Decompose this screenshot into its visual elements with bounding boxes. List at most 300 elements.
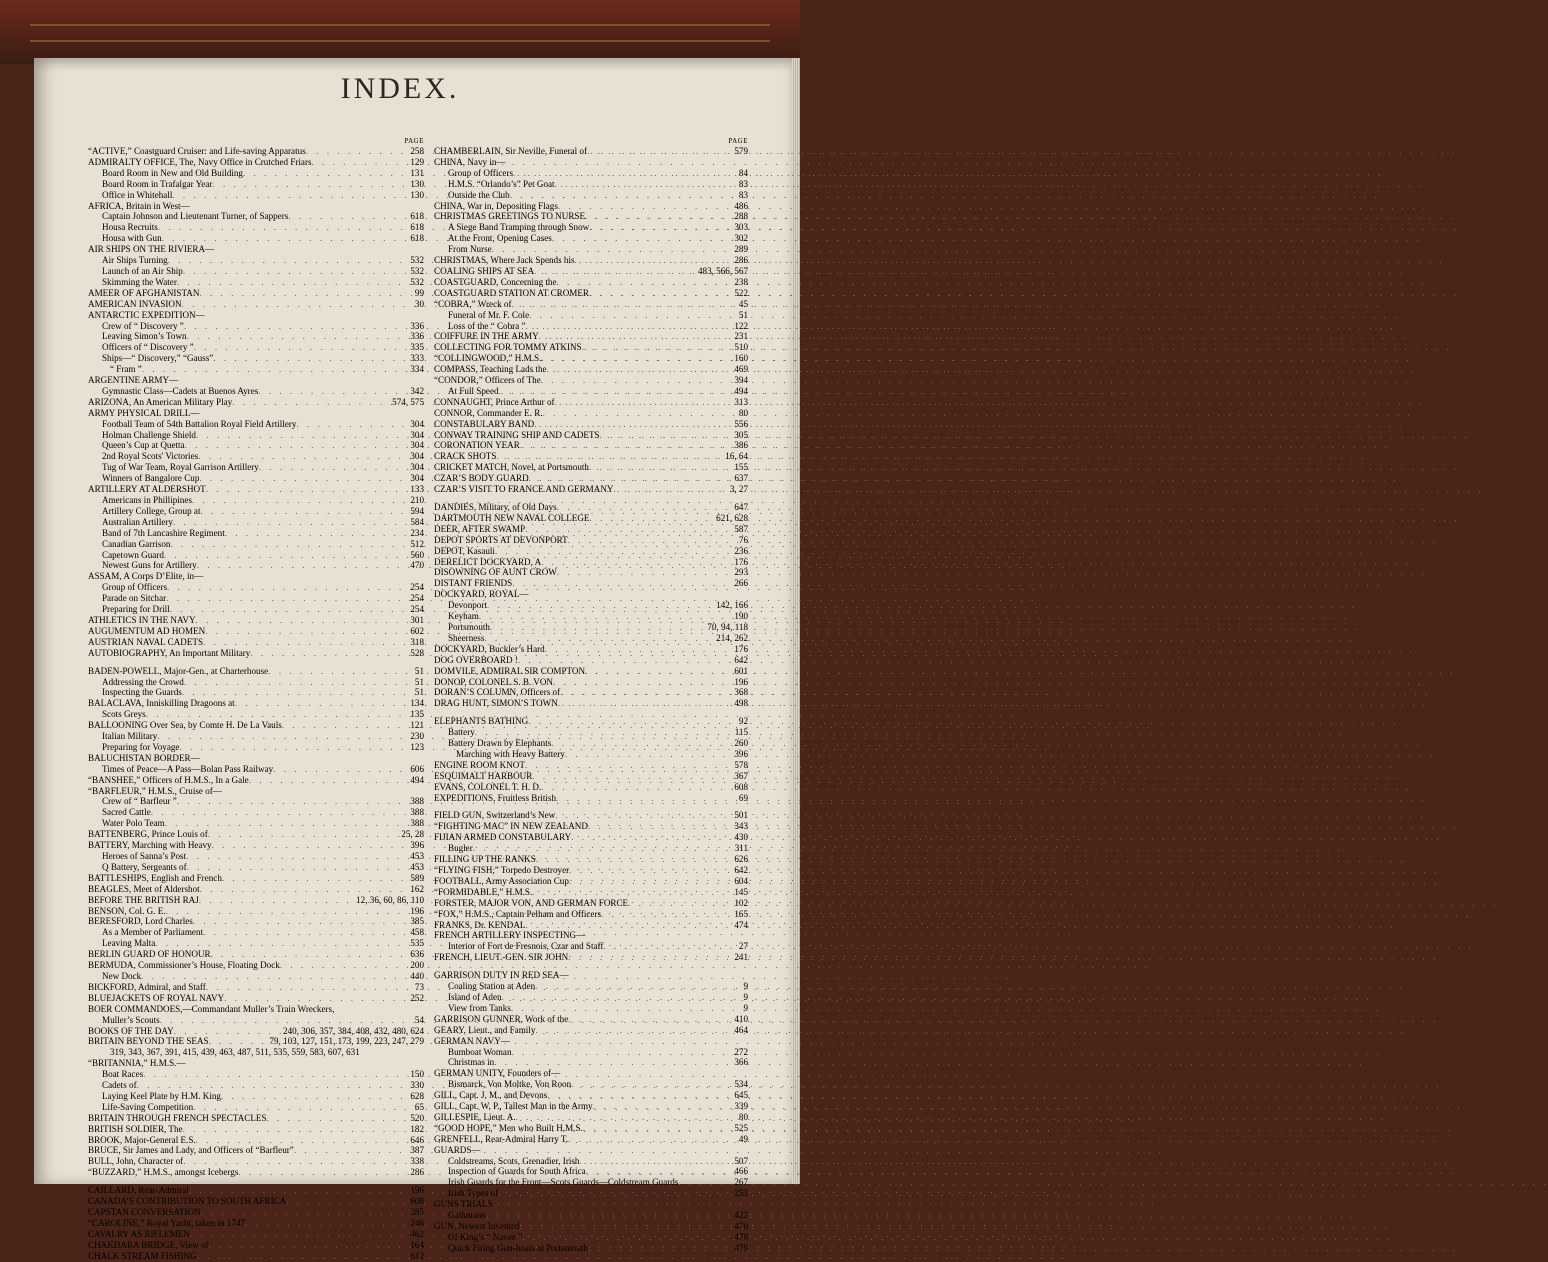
entry-page-number: 304 <box>410 451 424 462</box>
index-entry <box>434 1199 748 1210</box>
entry-page-number: 478 <box>734 1231 748 1242</box>
index-entry <box>88 1167 424 1178</box>
leader-dots <box>143 1069 408 1080</box>
entry-page-number: 305 <box>734 429 748 440</box>
entry-label: Air Ships Turning <box>102 255 168 266</box>
entry-page-number: 578 <box>734 759 748 770</box>
index-entry <box>88 1251 424 1262</box>
index-entry <box>88 266 424 277</box>
entry-label: Board Room in New and Old Building <box>102 167 243 178</box>
entry-page-number: 645 <box>734 1090 748 1101</box>
entry-label: BLUEJACKETS OF ROYAL NAVY <box>88 992 225 1003</box>
entry-label: Leaving Malta <box>102 938 156 949</box>
index-entry <box>434 546 748 557</box>
leader-dots <box>201 1207 409 1218</box>
entry-page-number: 532 <box>410 265 424 276</box>
entry-page-number: 464 <box>734 1024 748 1035</box>
index-entry <box>434 887 748 898</box>
index-entry <box>434 854 748 865</box>
index-entry <box>88 927 424 938</box>
entry-page-number: 134 <box>410 698 424 709</box>
index-entry <box>434 600 748 611</box>
entry-page-number: 594 <box>410 505 424 516</box>
entry-label: DOCKYARD, ROYAL— <box>434 589 529 600</box>
index-entry <box>88 1240 424 1251</box>
leader-dots <box>678 1177 732 1188</box>
index-entry <box>434 201 748 212</box>
leader-dots <box>555 397 733 408</box>
index-entry <box>88 1080 424 1091</box>
index-entry <box>434 299 748 310</box>
entry-label: BERMUDA, Commissioner’s House, Floating Dock <box>88 960 280 971</box>
entry-page-number: 494 <box>410 774 424 785</box>
entry-page-number: 334 <box>410 364 424 375</box>
entry-page-number: 604 <box>734 875 748 886</box>
leader-dots <box>569 865 732 876</box>
index-entry <box>88 764 424 775</box>
leader-dots <box>200 884 409 895</box>
index-entry <box>434 557 748 568</box>
index-entry <box>88 818 424 829</box>
leader-dots <box>259 462 409 473</box>
entry-page-number: 430 <box>734 832 748 843</box>
leader-dots <box>232 397 390 408</box>
entry-page-number: 12, 36, 60, 86, 110 <box>356 894 424 905</box>
entry-page-number: 51 <box>738 309 748 320</box>
entry-page-number: 254 <box>410 582 424 593</box>
index-entry <box>434 146 748 157</box>
index-entry <box>88 528 424 539</box>
leader-dots <box>199 895 354 906</box>
entry-page-number: 196 <box>734 676 748 687</box>
entry-page-number: 131 <box>410 167 424 178</box>
entry-page-number: 560 <box>410 549 424 560</box>
leader-dots <box>541 353 732 364</box>
entry-page-number: 302 <box>734 233 748 244</box>
entry-page-number: 469 <box>734 364 748 375</box>
index-entry <box>88 506 424 517</box>
entry-page-number: 338 <box>410 1156 424 1167</box>
entry-label: Ships—“ Discovery,” “Gauss” <box>102 353 214 364</box>
leader-dots <box>192 495 408 506</box>
entry-page-number: 330 <box>410 1080 424 1091</box>
entry-label: FIJIAN ARMED CONSTABULARY <box>434 832 572 843</box>
index-entry <box>88 971 424 982</box>
index-entry <box>434 1068 748 1079</box>
index-entry <box>434 1243 748 1254</box>
index-entry <box>434 1003 748 1014</box>
leader-dots <box>187 331 409 342</box>
leader-dots <box>177 277 408 288</box>
index-entry <box>434 397 748 408</box>
leader-dots <box>587 146 732 157</box>
entry-label: DARTMOUTH NEW NAVAL COLLEGE <box>434 512 590 523</box>
index-entry <box>434 1057 748 1068</box>
entry-label: “CAROLINE,” Royal Yacht, taken in 1747 <box>88 1217 246 1228</box>
leader-dots <box>238 1167 408 1178</box>
entry-page-number: 286 <box>410 1167 424 1178</box>
entry-label: GUARDS— <box>434 1144 481 1155</box>
index-entry <box>434 677 748 688</box>
entry-page-number: 579 <box>734 146 748 156</box>
entry-page-number: 165 <box>734 908 748 919</box>
entry-label: AFRICA, Britain in West— <box>88 200 190 211</box>
entry-label: GARRISON GUNNER, Work of the <box>434 1013 569 1024</box>
index-entry <box>88 342 424 353</box>
entry-page-number: 9 <box>743 1002 748 1013</box>
index-entry <box>88 451 424 462</box>
leader-dots <box>486 1210 732 1221</box>
entry-page-number: 246 <box>410 1217 424 1228</box>
index-entry <box>434 992 748 1003</box>
entry-label: BICKFORD, Admiral, and Staff <box>88 981 206 992</box>
leader-dots <box>518 655 732 666</box>
entry-label: 319, 343, 367, 391, 415, 439, 463, 487, 511, 535, 559, 583, 607, 631 <box>110 1047 360 1058</box>
entry-label: DORAN’S COLUMN, Officers of <box>434 687 561 698</box>
entry-label: DONOP, COLONEL S. B. VON <box>434 676 553 687</box>
entry-page-number: 343 <box>734 821 748 832</box>
entry-page-number: 102 <box>734 897 748 908</box>
leader-dots <box>173 517 408 528</box>
entry-label: “GOOD HOPE,” Men who Built H.M.S. <box>434 1122 583 1133</box>
entry-label: Preparing for Drill <box>102 604 170 615</box>
entry-label: ENGINE ROOM KNOT <box>434 759 525 770</box>
entry-label: Times of Peace—A Pass—Bolan Pass Railway <box>102 763 274 774</box>
entry-page-number: 628 <box>410 1090 424 1101</box>
index-entry <box>88 244 424 255</box>
index-entry <box>88 560 424 571</box>
leader-dots <box>212 179 408 190</box>
entry-page-number: 176 <box>734 556 748 567</box>
leader-dots <box>532 887 732 898</box>
index-entry <box>88 851 424 862</box>
entry-label: FILLING UP THE RANKS <box>434 854 536 865</box>
entry-page-number: 258 <box>410 146 424 156</box>
leader-dots <box>166 906 409 917</box>
entry-label: GERMAN UNITY, Founders of— <box>434 1068 561 1079</box>
index-entry <box>88 321 424 332</box>
index-entry <box>88 1218 424 1229</box>
leader-dots <box>553 677 732 688</box>
entry-label: Gathmann <box>448 1210 486 1221</box>
index-entry <box>434 793 748 804</box>
entry-page-number: 396 <box>734 748 748 759</box>
entry-label: BEAGLES, Meet of Aldershot <box>88 883 200 894</box>
leader-dots <box>193 916 409 927</box>
entry-label: Crew of “ Barfleur ” <box>102 796 177 807</box>
entry-label: Sacred Cattle <box>102 807 151 818</box>
entry-label: “FOX,” H.M.S., Captain Pelham and Officers <box>434 908 602 919</box>
entry-label: Scots Greys <box>102 709 146 720</box>
entry-page-number: 176 <box>734 643 748 654</box>
leader-dots <box>565 749 733 760</box>
entry-label: Americans in Phillipines <box>102 495 192 505</box>
entry-page-number: 534 <box>734 1079 748 1090</box>
leader-dots <box>512 1047 733 1058</box>
index-entry <box>434 375 748 386</box>
entry-page-number: 520 <box>410 1112 424 1123</box>
entry-label: “FIGHTING MAC” IN NEW ZEALAND <box>434 821 588 832</box>
leader-dots <box>487 600 714 611</box>
leader-dots <box>551 738 732 749</box>
index-entry <box>434 760 748 771</box>
entry-label: DOMVILE, ADMIRAL SIR COMPTON <box>434 665 586 676</box>
leader-dots <box>185 440 409 451</box>
entry-page-number: 253 <box>734 1188 748 1199</box>
index-entry <box>88 473 424 484</box>
entry-label: Group of Officers <box>448 167 513 178</box>
entry-label: Island of Aden <box>448 991 502 1002</box>
index-entry <box>434 513 748 524</box>
leader-dots <box>164 550 408 561</box>
index-entry <box>434 1188 748 1199</box>
index-entry <box>434 233 748 244</box>
entry-page-number: 51 <box>414 687 424 698</box>
index-entry <box>88 550 424 561</box>
entry-label: Bumboat Woman <box>448 1046 512 1057</box>
entry-label: View from Tanks <box>448 1002 511 1013</box>
entry-label: Newest Guns for Artillery <box>102 560 197 571</box>
entry-label: Football Team of 54th Battalion Royal Field Artillery <box>102 418 297 429</box>
index-entry <box>88 1036 424 1047</box>
leader-dots <box>186 851 408 862</box>
page-column-header: PAGE <box>728 137 748 145</box>
entry-label: From Nurse <box>448 244 492 255</box>
index-entry <box>88 637 424 648</box>
entry-label: CONSTABULARY BAND <box>434 418 535 429</box>
index-entry <box>88 146 424 157</box>
entry-page-number: 301 <box>410 614 424 625</box>
index-entry <box>88 1113 424 1124</box>
entry-page-number: 145 <box>734 886 748 897</box>
index-entry <box>88 1135 424 1146</box>
leader-dots <box>170 604 409 615</box>
entry-page-number: 76 <box>738 534 748 545</box>
leader-dots <box>245 1218 408 1229</box>
index-entry <box>434 440 748 451</box>
leader-dots <box>296 419 408 430</box>
leader-dots <box>603 941 737 952</box>
index-entry <box>88 1091 424 1102</box>
entry-page-number: 254 <box>410 604 424 615</box>
entry-label: BADEN-POWELL, Major-Gen., at Charterhouse <box>88 665 269 676</box>
leader-dots <box>225 528 409 539</box>
index-entry <box>434 1112 748 1123</box>
entry-label: Christmas in <box>448 1057 495 1068</box>
entry-page-number: 608 <box>410 1196 424 1207</box>
index-entry <box>434 462 748 473</box>
leader-dots <box>198 451 408 462</box>
entry-label: FORSTER, MAJOR VON, AND GERMAN FORCE <box>434 897 629 908</box>
leader-dots <box>545 644 733 655</box>
entry-page-number: 236 <box>734 545 748 556</box>
leader-dots <box>151 807 409 818</box>
index-entry <box>88 331 424 342</box>
entry-label: CHINA, War in, Depositing Flags <box>434 200 558 211</box>
leader-dots <box>479 611 733 622</box>
index-entry <box>88 408 424 419</box>
entry-label: DISTANT FRIENDS <box>434 578 513 589</box>
entry-label: Band of 7th Lancashire Regiment <box>102 527 225 538</box>
entry-label: BALACLAVA, Inniskilling Dragoons at <box>88 698 235 709</box>
leader-dots <box>222 873 408 884</box>
leader-dots <box>560 687 732 698</box>
leader-dots <box>184 321 409 332</box>
index-entry <box>434 738 748 749</box>
leader-dots <box>526 321 733 332</box>
entry-label: CHRISTMAS, Where Jack Spends his <box>434 255 575 266</box>
leader-dots <box>525 920 732 931</box>
index-column-right <box>434 136 748 1254</box>
entry-page-number: 164 <box>410 1239 424 1250</box>
index-entry <box>88 484 424 495</box>
leader-dots <box>534 266 696 277</box>
index-entry <box>434 589 748 600</box>
leader-dots <box>516 1112 737 1123</box>
index-entry <box>88 462 424 473</box>
entry-page-number: 366 <box>734 1057 748 1068</box>
leader-dots <box>558 698 733 709</box>
entry-label: DERELICT DOCKYARD, A <box>434 556 542 567</box>
entry-label: Inspecting the Guards <box>102 687 182 698</box>
entry-label: BERESFORD, Lord Charles <box>88 916 193 927</box>
leader-dots <box>286 1196 408 1207</box>
entry-label: BULL, John, Character of <box>88 1156 184 1167</box>
index-entry <box>434 1166 748 1177</box>
index-entry <box>434 970 748 981</box>
entry-label: EVANS, COLONEL T. H. D. <box>434 781 542 792</box>
leader-dots <box>547 1090 732 1101</box>
entry-label: EXPEDITIONS, Fruitless British <box>434 792 557 803</box>
entry-page-number: 470 <box>734 1221 748 1231</box>
entry-label: GERMAN NAVY— <box>434 1035 510 1046</box>
index-entry <box>434 1047 748 1058</box>
leader-dots <box>199 473 408 484</box>
index-entry <box>434 451 748 462</box>
entry-page-number: 51 <box>414 665 424 676</box>
entry-label: FIELD GUN, Switzerland’s New <box>434 810 556 821</box>
entry-label: Board Room in Trafalgar Year <box>102 178 213 189</box>
entry-label: CRACK SHOTS <box>434 451 497 462</box>
entry-page-number: 130 <box>410 178 424 189</box>
entry-label: Office in Whitehall <box>102 189 173 200</box>
leader-dots <box>166 593 408 604</box>
entry-label: A Siege Band Tramping through Snow <box>448 222 590 233</box>
index-entry <box>88 1156 424 1167</box>
entry-label: CONNAUGHT, Prince Arthur of <box>434 396 555 407</box>
leader-dots <box>258 386 408 397</box>
index-entry <box>434 633 748 644</box>
entry-label: AUGUMENTUM AD HOMEN <box>88 625 206 636</box>
entry-page-number: 123 <box>410 741 424 752</box>
index-entry <box>88 796 424 807</box>
entry-label: BRITAIN THROUGH FRENCH SPECTACLES <box>88 1112 267 1123</box>
index-entry <box>88 1145 424 1156</box>
leader-dots <box>221 1091 408 1102</box>
entry-label: “BUZZARD,” H.M.S., amongst Icebergs <box>88 1167 239 1178</box>
entry-page-number: 602 <box>410 625 424 636</box>
index-entry <box>434 1221 748 1232</box>
entry-page-number: 79, 103, 127, 151, 173, 199, 223, 247, 279 <box>269 1036 424 1047</box>
leader-dots <box>224 993 408 1004</box>
entry-page-number: 387 <box>410 1145 424 1156</box>
entry-page-number: 162 <box>410 883 424 894</box>
entry-label: As a Member of Parliament <box>102 927 204 938</box>
index-entry <box>434 1177 748 1188</box>
entry-label: CHAKDARA BRIDGE, View of <box>88 1239 209 1250</box>
entry-page-number: 342 <box>410 385 424 396</box>
leader-dots <box>182 687 413 698</box>
entry-page-number: 252 <box>410 992 424 1003</box>
leader-dots <box>183 1124 409 1135</box>
entry-label: ARTILLERY AT ALDERSHOT <box>88 484 206 495</box>
entry-label: Outside the Club <box>448 189 510 200</box>
entry-page-number: 318 <box>410 636 424 647</box>
leader-dots <box>582 342 733 353</box>
entry-label: AIR SHIPS ON THE RIVIERA— <box>88 244 215 255</box>
entry-label: Capetown Guard <box>102 549 164 560</box>
entry-label: Q Battery, Sergeants of <box>102 861 187 872</box>
entry-label: Interior of Fort de Fresnois, Czar and Staff <box>448 941 604 952</box>
entry-label: GILLESPIE, Lieut. A. <box>434 1111 516 1122</box>
index-entry <box>434 288 748 299</box>
entry-page-number: 304 <box>410 429 424 440</box>
entry-label: Italian Military <box>102 731 158 742</box>
entry-label: Group of Officers <box>102 582 167 593</box>
entry-label: BALLOONING Over Sea, by Comte H. De La Vauls <box>88 720 282 731</box>
index-entry <box>88 1069 424 1080</box>
leader-dots <box>473 843 733 854</box>
entry-label: CONNOR, Commander E. R. <box>434 407 543 418</box>
entry-page-number: 133 <box>410 484 424 495</box>
leader-dots <box>249 775 409 786</box>
index-entry <box>434 321 748 332</box>
entry-page-number: 486 <box>734 200 748 211</box>
entry-label: GILL, Capt. W. P., Tallest Man in the Army <box>434 1101 593 1112</box>
entry-label: DEER, AFTER SWAMP <box>434 523 526 534</box>
index-entry <box>88 862 424 873</box>
index-entry <box>88 1015 424 1026</box>
index-entry <box>434 524 748 535</box>
entry-label: Irish Guards for the Front—Scots Guards—Coldstream Guards <box>448 1177 679 1188</box>
index-entry <box>88 288 424 299</box>
entry-label: Battery Drawn by Elephants <box>448 738 552 749</box>
entry-page-number: 196 <box>410 905 424 916</box>
leader-dots <box>555 179 737 190</box>
entry-page-number: 45 <box>738 298 748 309</box>
index-entry <box>88 157 424 168</box>
leader-dots <box>197 1251 409 1262</box>
leader-dots <box>535 981 741 992</box>
index-entry <box>434 157 748 168</box>
entry-page-number: 231 <box>734 331 748 342</box>
index-entry <box>88 1102 424 1113</box>
entry-label: Crew of “ Discovery ” <box>102 320 184 331</box>
index-entry <box>88 1185 424 1196</box>
entry-page-number: 458 <box>410 927 424 938</box>
leader-dots <box>534 419 732 430</box>
leader-dots <box>199 288 412 299</box>
entry-page-number: 642 <box>734 654 748 665</box>
index-entry <box>434 622 748 633</box>
index-entry <box>434 430 748 441</box>
entry-page-number: 584 <box>410 516 424 527</box>
entry-label: Irish Types of <box>448 1188 499 1199</box>
entry-page-number: 462 <box>410 1228 424 1239</box>
index-entry <box>434 771 748 782</box>
entry-label: BOOKS OF THE DAY <box>88 1025 174 1036</box>
entry-label: Housa with Gun <box>102 233 162 244</box>
